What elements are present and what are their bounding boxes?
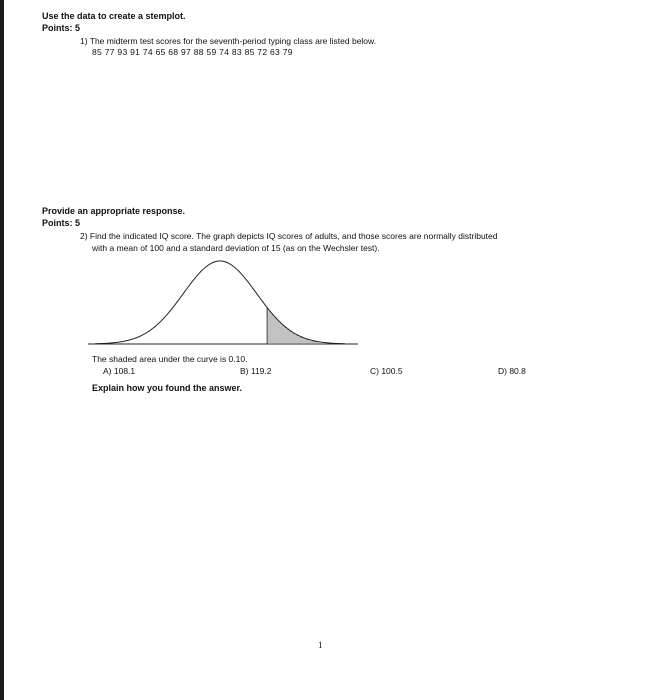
question1-scores: 85 77 93 91 74 65 68 97 88 59 74 83 85 72 63 79 [92, 47, 293, 57]
bell-curve [95, 261, 345, 344]
choice-b[interactable]: B) 119.2 [240, 366, 272, 376]
question2-line1: 2) Find the indicated IQ score. The graph depicts IQ scores of adults, and those scores are normally distributed [80, 231, 498, 241]
choice-d[interactable]: D) 80.8 [498, 366, 526, 376]
shaded-area-text: The shaded area under the curve is 0.10. [92, 354, 248, 364]
choice-a[interactable]: A) 108.1 [103, 366, 136, 376]
page-number: 1 [318, 640, 323, 650]
left-edge-bar [0, 0, 4, 700]
question2-line2: with a mean of 100 and a standard deviation of 15 (as on the Wechsler test). [92, 243, 380, 253]
section2-points: Points: 5 [42, 218, 81, 228]
section1-points: Points: 5 [42, 23, 81, 33]
section2-heading: Provide an appropriate response. [42, 206, 186, 216]
question1-text: 1) The midterm test scores for the seventh-period typing class are listed below. [80, 36, 377, 46]
section1-heading: Use the data to create a stemplot. [42, 11, 186, 21]
explain-prompt: Explain how you found the answer. [92, 383, 243, 393]
choice-c[interactable]: C) 100.5 [370, 366, 403, 376]
normal-curve-graph [88, 255, 358, 355]
